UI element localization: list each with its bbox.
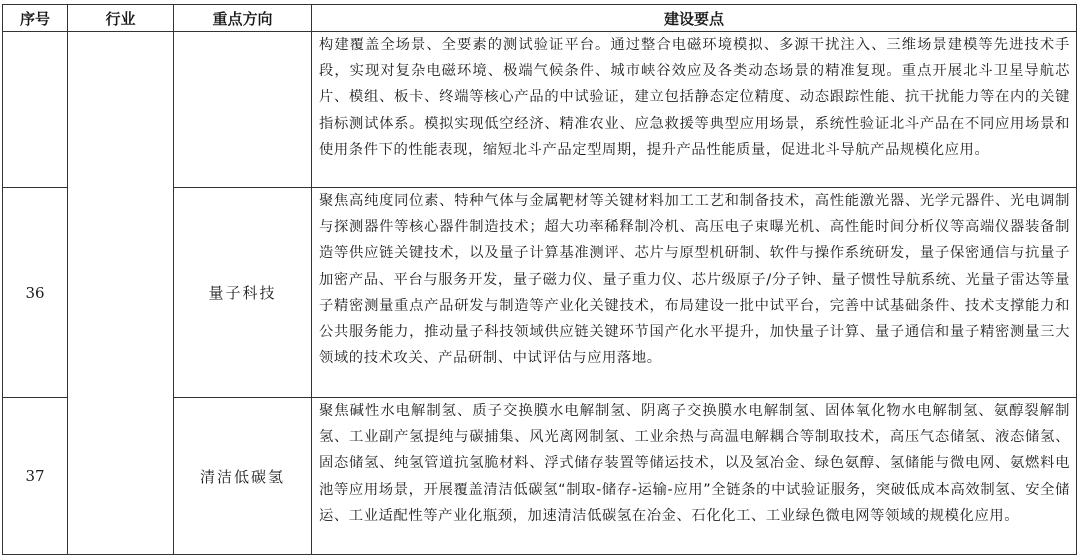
row-industry bbox=[68, 32, 174, 555]
row-seq: 37 bbox=[3, 398, 68, 555]
header-direction: 重点方向 bbox=[174, 5, 312, 32]
header-seq: 序号 bbox=[3, 5, 68, 32]
construction-points-table bbox=[2, 4, 1077, 555]
table-row bbox=[3, 32, 1077, 188]
row-seq bbox=[3, 32, 68, 188]
row-direction: 清洁低碳氢 bbox=[174, 398, 312, 555]
row-points: 构建覆盖全场景、全要素的测试验证平台。通过整合电磁环境模拟、多源干扰注入、三维场景建模等先进技术手段，实现对复杂电磁环境、极端气候条件、城市峡谷效应及各类动态场景的精准复现。重点开展北斗卫星导航芯片、模组、板卡、终端等核心产品的中试验证，建立包括静态定位精度、动态跟踪性能、抗干扰能力等在内的关键指标测试体系。模拟实现低空经济、精准农业、应急救援等典型应用场景，系统性验证北斗产品在不同应用场景和使用条件下的性能表现，缩短北斗产品定型周期，提升产品性能质量，促进北斗导航产品规模化应用。 bbox=[312, 32, 1077, 188]
row-direction: 量子科技 bbox=[174, 188, 312, 398]
row-points: 聚焦高纯度同位素、特种气体与金属靶材等关键材料加工工艺和制备技术，高性能激光器、光学元器件、光电调制与探测器件等核心器件制造技术；超大功率稀释制冷机、高压电子束曝光机、高性能时间分析仪等高端仪器装备制造等供应链关键技术，以及量子计算基准测评、芯片与原型机研制、软件与操作系统研发，量子保密通信与抗量子加密产品、平台与服务开发，量子磁力仪、量子重力仪、芯片级原子/分子钟、量子惯性导航系统、光量子雷达等量子精密测量重点产品研发与制造等产业化关键技术，布局建设一批中试平台，完善中试基础条件、技术支撑能力和公共服务能力，推动量子科技领域供应链关键环节国产化水平提升，加快量子计算、量子通信和量子精密测量三大领域的技术攻关、产品研制、中试评估与应用落地。 bbox=[312, 188, 1077, 398]
row-direction bbox=[174, 32, 312, 188]
row-seq: 36 bbox=[3, 188, 68, 398]
row-points: 聚焦碱性水电解制氢、质子交换膜水电解制氢、阴离子交换膜水电解制氢、固体氧化物水电解制氢、氨醇裂解制氢、工业副产氢提纯与碳捕集、风光离网制氢、工业余热与高温电解耦合等制取技术，高压气态储氢、液态储氢、固态储氢、纯氢管道抗氢脆材料、浮式储存装置等储运技术，以及氢冶金、绿色氨醇、氢储能与微电网、氨燃料电池等应用场景，开展覆盖清洁低碳氢“制取-储存-运输-应用”全链条的中试验证服务，突破低成本高效制氢、安全储运、工业适配性等产业化瓶颈，加速清洁低碳氢在冶金、石化化工、工业绿色微电网等领域的规模化应用。 bbox=[312, 398, 1077, 555]
header-points: 建设要点 bbox=[312, 5, 1077, 32]
header-row bbox=[3, 5, 1077, 32]
header-industry: 行业 bbox=[68, 5, 174, 32]
